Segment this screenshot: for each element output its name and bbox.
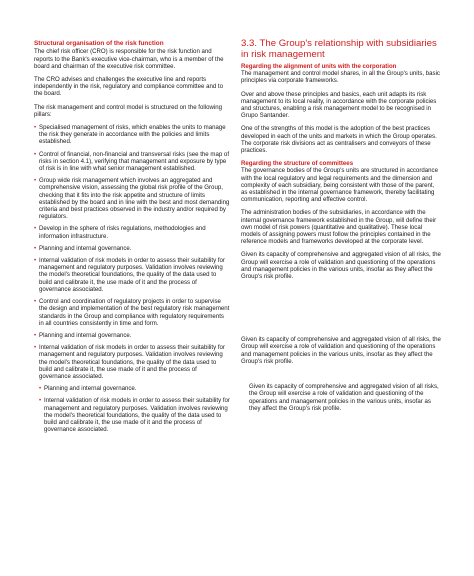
pillars-list <box>34 124 230 433</box>
bullet-icon: • <box>34 225 37 233</box>
paragraph: One of the strengths of this model is the adoption of the best practices developed in each of the units and markets in which the Group operates. The corporate risk divisions act as centralisers and conveyors of these practices. <box>241 125 437 155</box>
list-item: • Develop in the sphere of risks regulations, methodologies and information infrastructure. <box>34 225 206 240</box>
list-item: • Group wide risk management which involves an aggregated and comprehensive vision, assessing the global risk profile of the Group, checking that it fits into the risk appetite and structure of limits established by the board and in line with the best and most demanding criteria and best practices observed in the industry and/or required by regulators. <box>34 177 230 221</box>
bullet-icon: • <box>34 344 37 352</box>
bullet-icon: • <box>34 124 37 132</box>
page-footer <box>0 557 474 576</box>
bullet-icon: • <box>34 331 37 339</box>
list-item: • Internal validation of risk models in order to assess their suitability for management and regulatory purposes. Validation involves reviewing the model's theoretical foundations, the quality of the data used to build and calibrate it, the use made of it and the process of governance associated. <box>34 257 225 293</box>
right-column <box>241 38 441 412</box>
list-item: • Planning and internal governance. <box>34 244 132 252</box>
list-item: • Planning and internal governance. <box>34 331 132 339</box>
paragraph: The governance bodies of the Group's units are structured in accordance with the local regulatory and legal requirements and the dimension and complexity of each subsidiary, being consistent with those of the parent, as established in the internal governance framework, thereby facilitating communication, reporting and effective control. <box>241 167 438 204</box>
subheading: Regarding the alignment of units with the corporation <box>241 63 397 70</box>
section-heading: Structural organisation of the risk function <box>34 40 164 47</box>
paragraph: Given its capacity of comprehensive and aggregated vision of all risks, the Group will exercise a role of validation and questioning of the operations and management policies in the various units, insofar as they affect the Group's risk profile. <box>241 336 441 365</box>
bullet-icon: • <box>34 244 37 252</box>
bullet-icon: • <box>34 298 37 306</box>
paragraph: The CRO advises and challenges the executive line and reports independently in the risk, regulatory and compliance committee and to the board. <box>34 76 224 98</box>
bullet-icon: • <box>39 385 42 393</box>
paragraph: The management and control model shares, in all the Group's units, basic principles via corporate frameworks. <box>241 70 440 85</box>
paragraph: The administration bodies of the subsidiaries, in accordance with the internal governance framework established in the Group, will define their own model of risk powers (quantitative and qualitative). These local models of assigning powers must follow the principles contained in the reference models and frameworks developed at the corporate level. <box>241 209 437 246</box>
sub-list-item: • Internal validation of risk models in order to assess their suitability for management and regulatory purposes. Validation involves reviewing the model's theoretical foundations, the quality of the data used to build and calibrate it, the use made of it and the process of governance associated. <box>39 397 230 434</box>
list-item: • Control and coordination of regulatory projects in order to supervise the design and implementation of the best regulatory risk management standards in the Group and compliance with regulatory requirements in all countries consistently in time and form. <box>34 298 230 327</box>
bullet-icon: • <box>34 177 37 185</box>
paragraph: Given its capacity of comprehensive and aggregated vision of all risks, the Group will exercise a role of validation and questioning of the operations and management policies in the various units, insofar as they affect the Group's risk profile. <box>241 251 441 281</box>
paragraph: The chief risk officer (CRO) is responsible for the risk function and reports to the Bank's executive vice-chairman, who is a member of the board and chairman of the executive risk committee. <box>34 48 224 70</box>
sub-list-item: • Planning and internal governance. <box>39 385 137 393</box>
list-item: • Specialised management of risks, which enables the units to manage the risk they generate in accordance with the policies and limits established. <box>34 124 226 146</box>
paragraph: The risk management and control model is structured on the following pillars: <box>34 103 222 118</box>
section-title: 3.3. The Group's relationship with subsidiaries in risk management <box>241 38 437 60</box>
paragraph: Given its capacity of comprehensive and aggregated vision of all risks, the Group will exercise a role of validation and questioning of the operations and management policies in the various units, insofar as they affect the Group's risk profile. <box>249 383 439 412</box>
list-item: • Internal validation of risk models in order to assess their suitability for management and regulatory purposes. Validation involves reviewing the model's theoretical foundations, the quality of the data used to build and calibrate it, the use made of it and the process of governance associated. <box>34 344 225 380</box>
bullet-icon: • <box>34 150 37 158</box>
list-item: • Control of financial, non-financial and transversal risks (see the map of risks in section 4.1), verifying that management and exposure by type of risk is in line with what senior management established. <box>34 150 230 173</box>
bullet-icon: • <box>39 397 42 405</box>
paragraph: Over and above these principles and basics, each unit adapts its risk management to its local reality, in accordance with the corporate policies and structures, enabling a risk management model to be recognised in Grupo Santander. <box>241 90 437 120</box>
bullet-icon: • <box>34 257 37 265</box>
subheading: Regarding the structure of committees <box>241 160 354 168</box>
left-column <box>34 40 230 438</box>
